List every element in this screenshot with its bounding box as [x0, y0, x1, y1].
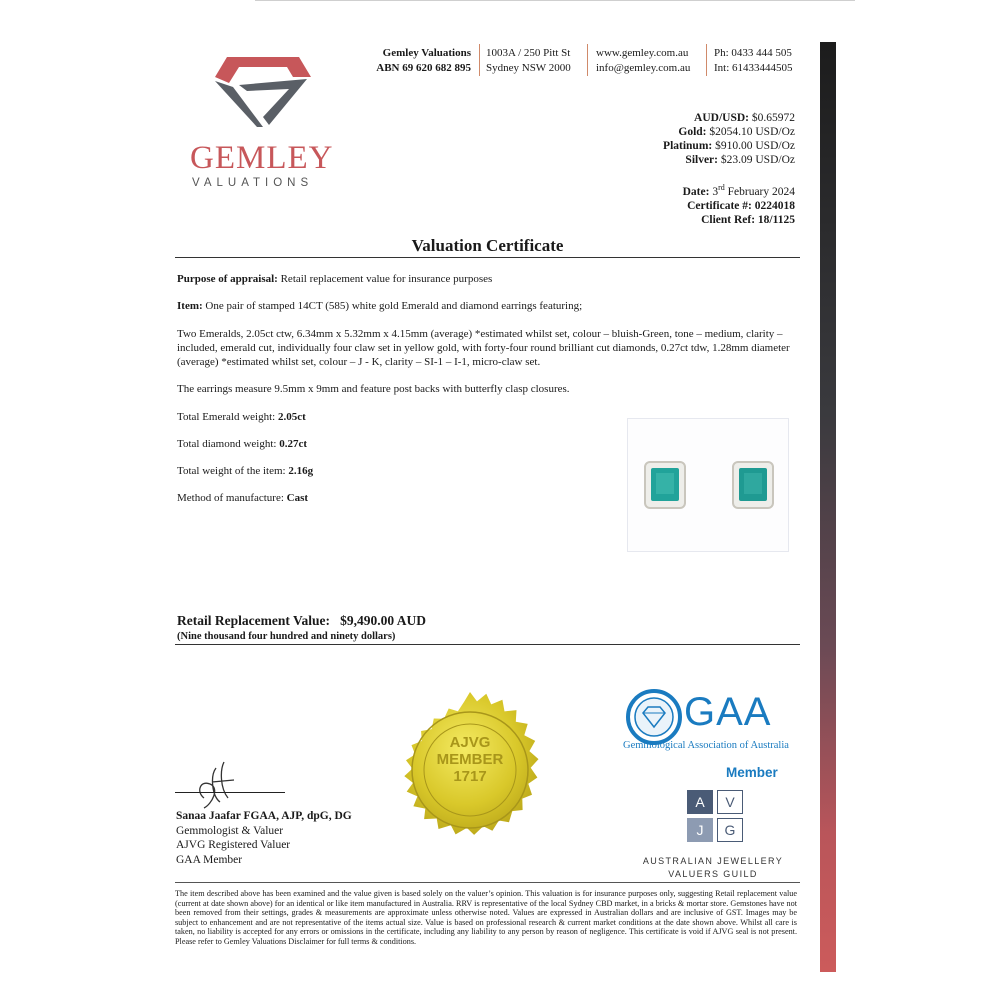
gold-label: Gold: — [678, 126, 707, 138]
platinum-value: $910.00 USD/Oz — [715, 140, 795, 152]
ajvg-logo — [687, 790, 743, 842]
company-name: Gemley Valuations — [382, 47, 471, 59]
spec-value: 0.27ct — [279, 438, 307, 450]
ajvg-letter: J — [687, 818, 713, 842]
signature-line — [175, 792, 285, 793]
retail-value-words: (Nine thousand four hundred and ninety dollars) — [177, 631, 396, 642]
header-divider — [706, 44, 707, 76]
spec-label: Total Emerald weight: — [177, 411, 276, 423]
purpose-label: Purpose of appraisal: — [177, 273, 278, 285]
phone-block — [714, 46, 793, 76]
website-link[interactable]: www.gemley.com.au — [596, 47, 689, 59]
disclaimer-rule — [175, 882, 800, 883]
member-label: Member — [726, 765, 778, 780]
item-description: Two Emeralds, 2.05ct ctw, 6.34mm x 5.32mm x 4.15mm (average) *estimated whilst set, colour – bluish-Green, tone – medium, clarity – included, emerald cut, individually four claw set in yellow gold, with forty-four round brilliant cut diamonds, 0.27ct tdw, 1.28mm diameter (average) *estimated whilst set, colour – J - K, clarity – SI-1 – I-1, micro-claw set. — [177, 328, 790, 368]
retail-value — [177, 613, 426, 629]
ajvg-caption — [637, 855, 789, 881]
aud-usd-label: AUD/USD: — [694, 112, 749, 124]
certificate-title: Valuation Certificate — [411, 236, 564, 255]
purpose-row — [177, 272, 797, 286]
spec-value: 2.05ct — [277, 411, 306, 423]
aud-usd-value: $0.65972 — [751, 112, 795, 124]
client-ref: Client Ref: 18/1125 — [701, 213, 795, 226]
seal-line: MEMBER — [436, 751, 504, 768]
company-block — [368, 46, 471, 76]
company-abn: ABN 69 620 682 895 — [376, 62, 471, 74]
earrings-photo — [627, 418, 789, 552]
web-block — [596, 46, 690, 76]
date-rest: February 2024 — [727, 185, 795, 198]
title-rule — [175, 257, 800, 258]
gaa-full-name: Gemmological Association of Australia — [623, 740, 789, 751]
ajvg-caption-line: VALUERS GUILD — [668, 869, 758, 879]
date-label: Date: — [682, 185, 710, 198]
signatory-block — [176, 809, 352, 867]
retail-value-label: Retail Replacement Value: — [177, 613, 330, 628]
signatory-name: Sanaa Jaafar FGAA, AJP, dpG, DG — [176, 810, 352, 822]
ajvg-caption-line: AUSTRALIAN JEWELLERY — [642, 856, 784, 866]
ajvg-letter: A — [687, 790, 713, 814]
signatory-role: GAA Member — [176, 853, 243, 866]
seal-line: 1717 — [453, 768, 487, 785]
seal-line: AJVG — [449, 734, 491, 751]
date-day: 3 — [712, 185, 719, 198]
item-value: One pair of stamped 14CT (585) white gold Emerald and diamond earrings featuring; — [205, 300, 583, 312]
retail-value-amount: $9,490.00 AUD — [340, 613, 426, 628]
intl-phone-number: Int: 61433444505 — [714, 62, 793, 74]
ajvg-gold-seal — [390, 690, 550, 850]
ajvg-letter: V — [717, 790, 743, 814]
metal-rates — [663, 111, 795, 167]
measurements: The earrings measure 9.5mm x 9mm and feature post backs with butterfly clasp closures. — [177, 383, 570, 395]
gaa-acronym: GAA — [684, 690, 772, 734]
signature-icon — [190, 758, 250, 812]
spec-value: 2.16g — [288, 465, 314, 477]
phone-number: Ph: 0433 444 505 — [714, 47, 792, 59]
spec-label: Total diamond weight: — [177, 438, 277, 450]
gold-value: $2054.10 USD/Oz — [709, 126, 795, 138]
spec-label: Method of manufacture: — [177, 492, 284, 504]
ajvg-letter: G — [717, 818, 743, 842]
disclaimer-text: The item described above has been examined and the value given is based solely on the valuer’s opinion. This valuation is for insurance purposes only, suggesting Retail replacement value (current at date shown above) for an identical or like item manufactured in Australia. RRV is representative of the local Sydney CBD market, in a bricks & mortar store. Gemstones have not been removed from their settings, grades & measurements are approximate unless otherwise noted. Values are expressed in Australian dollars and are inclusive of GST. Images may be subject to enhancement and are not representative of the items actual size. Value is based on professional research & current market conditions at the date shown above. Whilst all care is taken, no liability is accepted for any errors or omissions in the certificate, including any liability to any person by reason of negligence. This certificate is void if AJVG seal is not present. Please refer to Gemley Valuations Disclaimer for full terms & conditions. — [175, 889, 797, 946]
date-suffix: rd — [718, 183, 725, 192]
silver-value: $23.09 USD/Oz — [720, 154, 795, 166]
certificate-meta — [683, 181, 795, 227]
spec-label: Total weight of the item: — [177, 465, 286, 477]
purpose-value: Retail replacement value for insurance purposes — [280, 273, 493, 285]
brand-name: GEMLEY — [190, 140, 334, 176]
address-block — [486, 46, 571, 76]
top-border-line — [255, 0, 855, 1]
silver-label: Silver: — [685, 154, 718, 166]
value-rule — [175, 644, 800, 645]
header-divider — [587, 44, 588, 76]
seal-text — [390, 734, 550, 785]
email-link[interactable]: info@gemley.com.au — [596, 62, 691, 74]
item-label: Item: — [177, 300, 203, 312]
item-row — [177, 299, 797, 313]
certificate-number: Certificate #: 0224018 — [687, 199, 795, 212]
spec-value: Cast — [286, 492, 309, 504]
header-divider — [479, 44, 480, 76]
emerald-earrings-image — [628, 419, 788, 551]
address-line2: Sydney NSW 2000 — [486, 62, 571, 74]
brand-subtitle: VALUATIONS — [192, 177, 314, 189]
address-line1: 1003A / 250 Pitt St — [486, 47, 571, 59]
signatory-role: Gemmologist & Valuer — [176, 824, 284, 837]
platinum-label: Platinum: — [663, 140, 713, 152]
gemley-diamond-logo-icon — [213, 55, 313, 130]
side-gradient-bar — [820, 42, 836, 972]
gaa-emblem-icon — [626, 689, 682, 745]
signatory-role: AJVG Registered Valuer — [176, 839, 291, 851]
